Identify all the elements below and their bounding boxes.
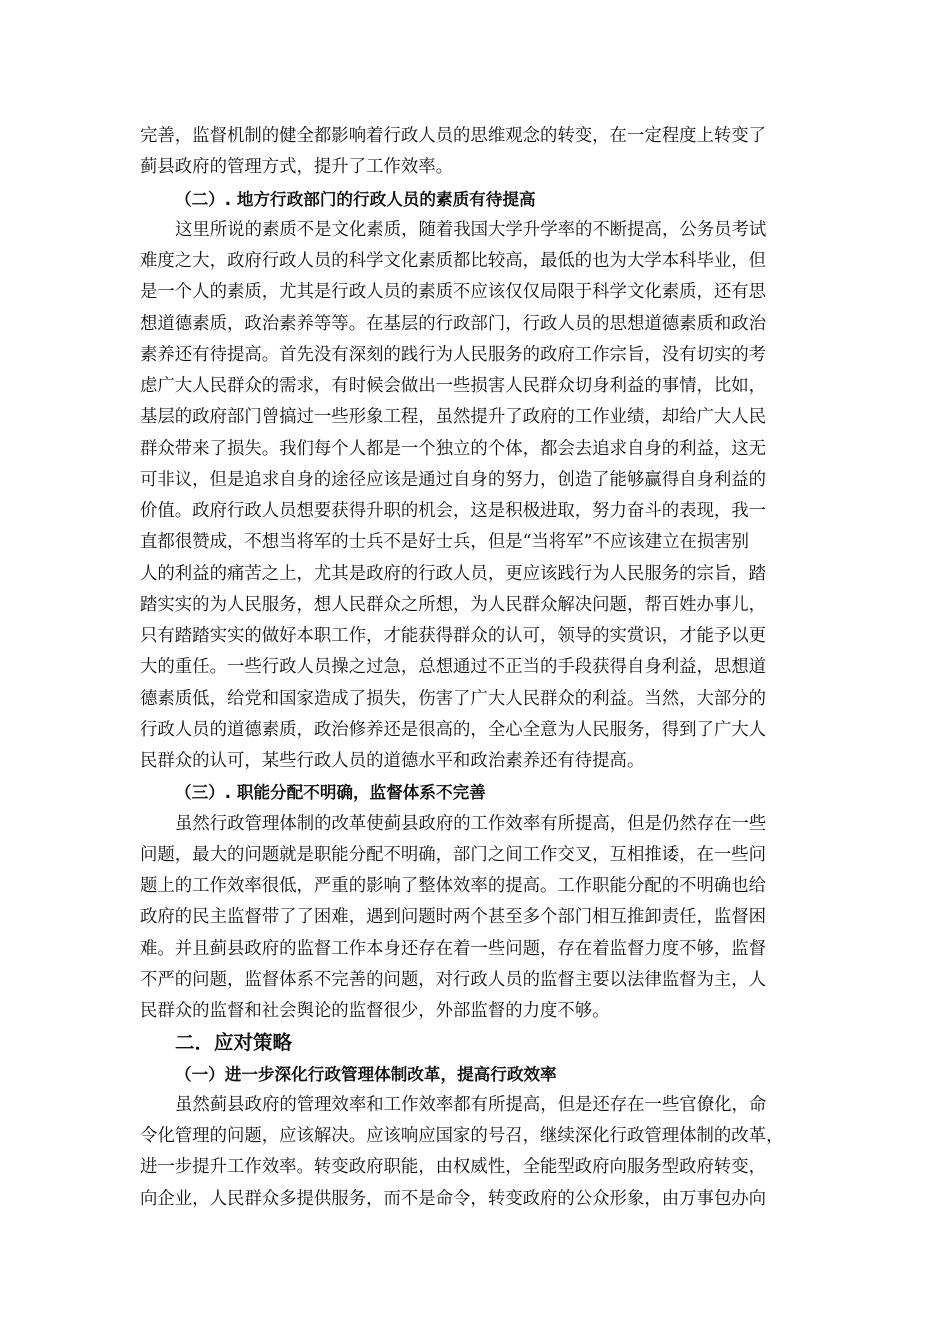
- document-page: [140, 121, 852, 1215]
- section-subheading: （二）. 地方行政部门的行政人员的素质有待提高: [175, 189, 536, 209]
- paragraph-line: 问题，最大的问题就是职能分配不明确，部门之间工作交叉，互相推诿，在一些问: [140, 844, 767, 865]
- paragraph-line: 蓟县政府的管理方式，提升了工作效率。: [140, 157, 454, 178]
- body-paragraph: [140, 121, 852, 184]
- paragraph-line: 不严的问题，监督体系不完善的问题，对行政人员的监督主要以法律监督为主，人: [140, 969, 767, 990]
- paragraph-line: 只有踏踏实实的做好本职工作，才能获得群众的认可，领导的实赏识，才能予以更: [140, 626, 767, 646]
- body-paragraph: [140, 1090, 852, 1215]
- body-paragraph: [140, 215, 852, 778]
- paragraph-line: 题上的工作效率很低，严重的影响了整体效率的提高。工作职能分配的不明确也给: [140, 876, 767, 896]
- paragraph-line: 完善，监督机制的健全都影响着行政人员的思维观念的转变，在一定程度上转变了: [140, 126, 767, 146]
- paragraph-line: 向企业，人民群众多提供服务，而不是命令，转变政府的公众形象，由万事包办向: [140, 1188, 767, 1209]
- paragraph-line: 踏实实的为人民服务，想人民群众之所想，为人民群众解决问题，帮百姓办事儿，: [140, 594, 767, 615]
- paragraph-line: 民群众的监督和社会舆论的监督很少，外部监督的力度不够。: [140, 1001, 610, 1021]
- section-heading: 二．应对策略: [175, 1031, 293, 1055]
- paragraph-line: 政府的民主监督带了了困难，遇到问题时两个甚至多个部门相互推卸责任，监督困: [140, 907, 767, 928]
- paragraph-line: 行政人员的道德素质，政治修养还是很高的，全心全意为人民服务，得到了广大人: [140, 719, 767, 740]
- paragraph-line: 进一步提升工作效率。转变政府职能，由权威性，全能型政府向服务型政府转变，: [140, 1157, 767, 1178]
- section-subheading: （三）. 职能分配不明确，监督体系不完善: [175, 783, 486, 803]
- paragraph-line: 是一个人的素质，尤其是行政人员的素质不应该仅仅局限于科学文化素质，还有思: [140, 282, 767, 303]
- paragraph-line: 虽然蓟县政府的管理效率和工作效率都有所提高，但是还存在一些官僚化，命: [175, 1094, 767, 1115]
- section-subheading: （一）进一步深化行政管理体制改革，提高行政效率: [175, 1064, 557, 1084]
- paragraph-line: 这里所说的素质不是文化素质，随着我国大学升学率的不断提高，公务员考试: [175, 219, 767, 240]
- paragraph-line: 虽然行政管理体制的改革使蓟县政府的工作效率有所提高，但是仍然存在一些: [175, 813, 767, 834]
- paragraph-line: 德素质低，给党和国家造成了损失，伤害了广大人民群众的利益。当然，大部分的: [140, 688, 767, 709]
- paragraph-line: 素养还有待提高。首先没有深刻的践行为人民服务的政府工作宗旨，没有切实的考: [140, 344, 767, 365]
- paragraph-line: 想道德素质，政治素养等等。在基层的行政部门，行政人员的思想道德素质和政治: [140, 313, 767, 334]
- body-paragraph: [140, 809, 852, 1028]
- paragraph-line: 基层的政府部门曾搞过一些形象工程，虽然提升了政府的工作业绩，却给广大人民: [140, 407, 767, 428]
- paragraph-line: 大的重任。一些行政人员操之过急，总想通过不正当的手段获得自身利益，思想道: [140, 657, 767, 678]
- paragraph-line: 可非议，但是追求自身的途径应该是通过自身的努力，创造了能够赢得自身利益的: [140, 469, 767, 490]
- paragraph-line: 虑广大人民群众的需求，有时候会做出一些损害人民群众切身利益的事情，比如，: [140, 376, 767, 396]
- paragraph-line: 难度之大，政府行政人员的科学文化素质都比较高，最低的也为大学本科毕业，但: [140, 251, 767, 271]
- paragraph-line: 价值。政府行政人员想要获得升职的机会，这是积极进取，努力奋斗的表现，我一: [140, 501, 767, 521]
- paragraph-line: 难。并且蓟县政府的监督工作本身还存在着一些问题，存在着监督力度不够，监督: [140, 938, 767, 959]
- paragraph-line: 直都很赞成，不想当将军的士兵不是好士兵，但是“当将军”不应该建立在损害别: [140, 532, 750, 553]
- paragraph-line: 群众带来了损失。我们每个人都是一个独立的个体，都会去追求自身的利益，这无: [140, 438, 767, 459]
- paragraph-line: 人的利益的痛苦之上，尤其是政府的行政人员，更应该践行为人民服务的宗旨，踏: [140, 563, 767, 584]
- paragraph-line: 民群众的认可，某些行政人员的道德水平和政治素养还有待提高。: [140, 751, 645, 771]
- paragraph-line: 令化管理的问题，应该解决。应该响应国家的号召，继续深化行政管理体制的改革，: [140, 1126, 784, 1146]
